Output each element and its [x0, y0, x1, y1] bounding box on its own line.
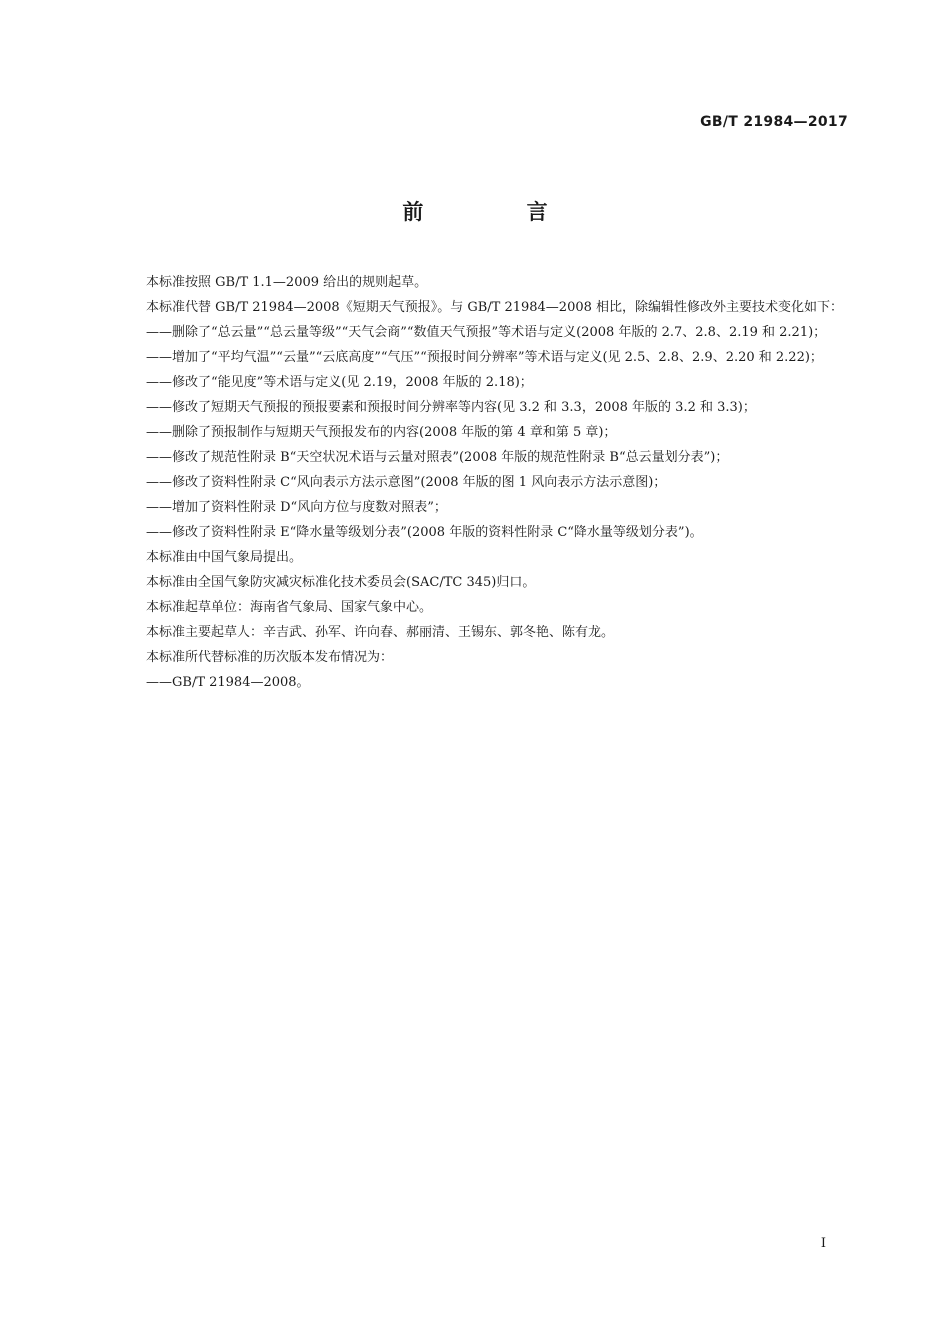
change-item: ——修改了规范性附录 B“天空状况术语与云量对照表”(2008 年版的规范性附录 B“总云量划分表”)；	[146, 450, 729, 465]
paragraph-history-intro: 本标准所代替标准的历次版本发布情况为：	[146, 650, 394, 665]
paragraph-drafters: 本标准主要起草人：辛吉武、孙军、许向春、郝丽清、王锡东、郭冬艳、陈有龙。	[146, 625, 615, 640]
history-item: ——GB/T 21984—2008。	[146, 675, 310, 690]
change-item: ——修改了资料性附录 C“风向表示方法示意图”(2008 年版的图 1 风向表示方法示意图)；	[146, 475, 667, 490]
page-number: I	[820, 1236, 826, 1251]
change-item: ——增加了资料性附录 D“风向方位与度数对照表”；	[146, 500, 447, 515]
paragraph-committee: 本标准由全国气象防灾减灾标准化技术委员会(SAC/TC 345)归口。	[146, 575, 536, 590]
change-item: ——修改了“能见度”等术语与定义(见 2.19，2008 年版的 2.18)；	[146, 375, 533, 390]
paragraph-drafting-units: 本标准起草单位：海南省气象局、国家气象中心。	[146, 600, 433, 615]
paragraph-proposer: 本标准由中国气象局提出。	[146, 550, 303, 565]
change-item: ——增加了“平均气温”“云量”“云底高度”“气压”“预报时间分辨率”等术语与定义(见 2.5、2.8、2.9、2.20 和 2.22)；	[146, 350, 823, 365]
foreword-body	[116, 270, 851, 695]
change-item: ——删除了“总云量”“总云量等级”“天气会商”“数值天气预报”等术语与定义(2008 年版的 2.7、2.8、2.19 和 2.21)；	[146, 325, 827, 340]
change-item: ——删除了预报制作与短期天气预报发布的内容(2008 年版的第 4 章和第 5 章)；	[146, 425, 617, 440]
standard-code: GB/T 21984—2017	[700, 114, 848, 130]
change-item: ——修改了短期天气预报的预报要素和预报时间分辨率等内容(见 3.2 和 3.3，2008 年版的 3.2 和 3.3)；	[146, 400, 756, 415]
paragraph-drafting-rules: 本标准按照 GB/T 1.1—2009 给出的规则起草。	[146, 275, 428, 290]
change-item: ——修改了资料性附录 E“降水量等级划分表”(2008 年版的资料性附录 C“降水量等级划分表”)。	[146, 525, 703, 540]
paragraph-replaces: 本标准代替 GB/T 21984—2008《短期天气预报》。与 GB/T 21984—2008 相比，除编辑性修改外主要技术变化如下：	[146, 300, 844, 315]
page-title: 前 言	[402, 200, 596, 224]
